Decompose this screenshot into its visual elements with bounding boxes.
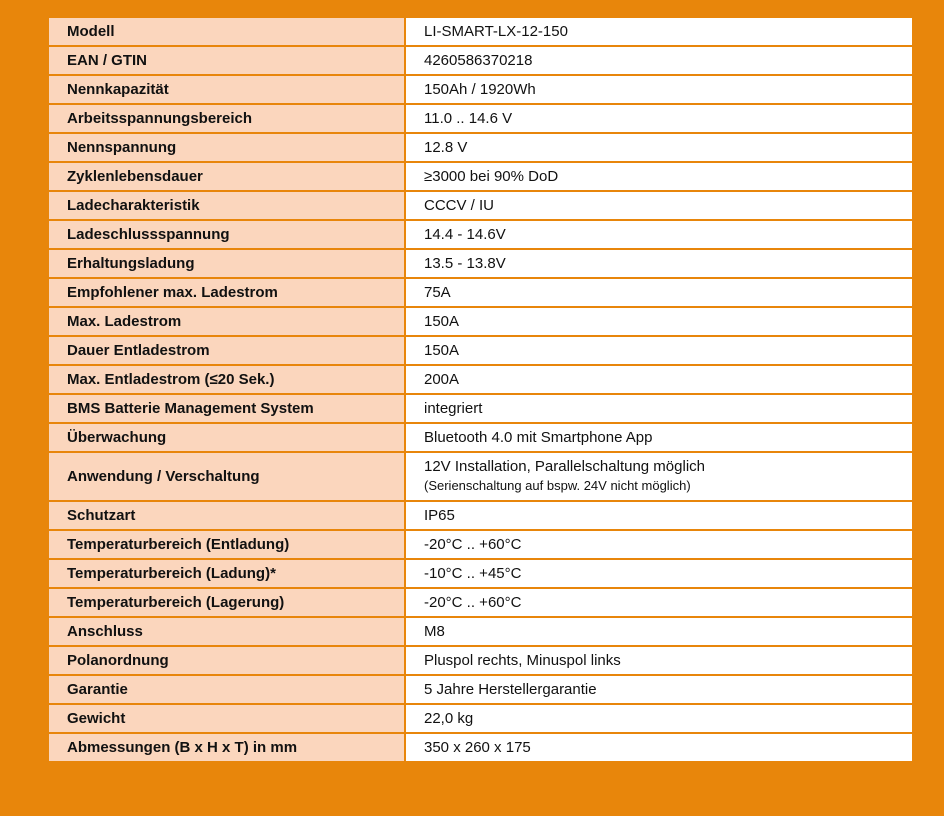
table-row — [48, 133, 913, 162]
spec-label: Abmessungen (B x H x T) in mm — [48, 733, 405, 762]
spec-value: 350 x 260 x 175 — [405, 733, 913, 762]
spec-value: 13.5 - 13.8V — [405, 249, 913, 278]
spec-label: Empfohlener max. Ladestrom — [48, 278, 405, 307]
spec-table — [47, 16, 914, 763]
table-row — [48, 394, 913, 423]
spec-value: -10°C .. +45°C — [405, 559, 913, 588]
spec-label: Überwachung — [48, 423, 405, 452]
spec-value: 12.8 V — [405, 133, 913, 162]
table-row — [48, 530, 913, 559]
table-row — [48, 162, 913, 191]
table-row — [48, 17, 913, 46]
table-row — [48, 336, 913, 365]
spec-value: 150Ah / 1920Wh — [405, 75, 913, 104]
spec-value: 150A — [405, 336, 913, 365]
spec-value: 75A — [405, 278, 913, 307]
table-row — [48, 617, 913, 646]
spec-label: Nennspannung — [48, 133, 405, 162]
spec-label: Ladecharakteristik — [48, 191, 405, 220]
spec-label: Max. Ladestrom — [48, 307, 405, 336]
spec-value: CCCV / IU — [405, 191, 913, 220]
spec-label: Modell — [48, 17, 405, 46]
spec-label: Arbeitsspannungsbereich — [48, 104, 405, 133]
table-row — [48, 733, 913, 762]
spec-label: Max. Entladestrom (≤20 Sek.) — [48, 365, 405, 394]
table-row — [48, 104, 913, 133]
spec-label: Ladeschlussspannung — [48, 220, 405, 249]
table-row — [48, 588, 913, 617]
spec-label: Garantie — [48, 675, 405, 704]
spec-label: Nennkapazität — [48, 75, 405, 104]
spec-label: BMS Batterie Management System — [48, 394, 405, 423]
spec-value: 5 Jahre Herstellergarantie — [405, 675, 913, 704]
table-row — [48, 278, 913, 307]
spec-label: Erhaltungsladung — [48, 249, 405, 278]
table-row — [48, 704, 913, 733]
table-row — [48, 220, 913, 249]
spec-value: M8 — [405, 617, 913, 646]
spec-value: Bluetooth 4.0 mit Smartphone App — [405, 423, 913, 452]
spec-value: 4260586370218 — [405, 46, 913, 75]
spec-value: 11.0 .. 14.6 V — [405, 104, 913, 133]
spec-value-note: (Serienschaltung auf bspw. 24V nicht möglich) — [424, 478, 691, 493]
table-row — [48, 423, 913, 452]
table-row — [48, 191, 913, 220]
spec-label: Anwendung / Verschaltung — [48, 452, 405, 501]
table-row — [48, 452, 913, 501]
spec-value-cell — [405, 452, 913, 501]
table-row — [48, 559, 913, 588]
spec-label: Temperaturbereich (Ladung)* — [48, 559, 405, 588]
spec-value: 12V Installation, Parallelschaltung möglich — [424, 458, 705, 475]
spec-label: Temperaturbereich (Entladung) — [48, 530, 405, 559]
spec-value: -20°C .. +60°C — [405, 588, 913, 617]
table-row — [48, 75, 913, 104]
spec-value: 14.4 - 14.6V — [405, 220, 913, 249]
spec-value: Pluspol rechts, Minuspol links — [405, 646, 913, 675]
spec-label: Temperaturbereich (Lagerung) — [48, 588, 405, 617]
spec-label: Gewicht — [48, 704, 405, 733]
table-row — [48, 365, 913, 394]
spec-value: ≥3000 bei 90% DoD — [405, 162, 913, 191]
table-row — [48, 307, 913, 336]
spec-value: -20°C .. +60°C — [405, 530, 913, 559]
spec-label: EAN / GTIN — [48, 46, 405, 75]
spec-label: Dauer Entladestrom — [48, 336, 405, 365]
spec-value: 200A — [405, 365, 913, 394]
table-row — [48, 501, 913, 530]
spec-label: Anschluss — [48, 617, 405, 646]
table-row — [48, 646, 913, 675]
spec-label: Zyklenlebensdauer — [48, 162, 405, 191]
table-row — [48, 675, 913, 704]
spec-value: LI-SMART-LX-12-150 — [405, 17, 913, 46]
spec-value: 150A — [405, 307, 913, 336]
spec-label: Schutzart — [48, 501, 405, 530]
table-row — [48, 46, 913, 75]
spec-value: IP65 — [405, 501, 913, 530]
spec-value: 22,0 kg — [405, 704, 913, 733]
spec-value: integriert — [405, 394, 913, 423]
spec-label: Polanordnung — [48, 646, 405, 675]
table-row — [48, 249, 913, 278]
